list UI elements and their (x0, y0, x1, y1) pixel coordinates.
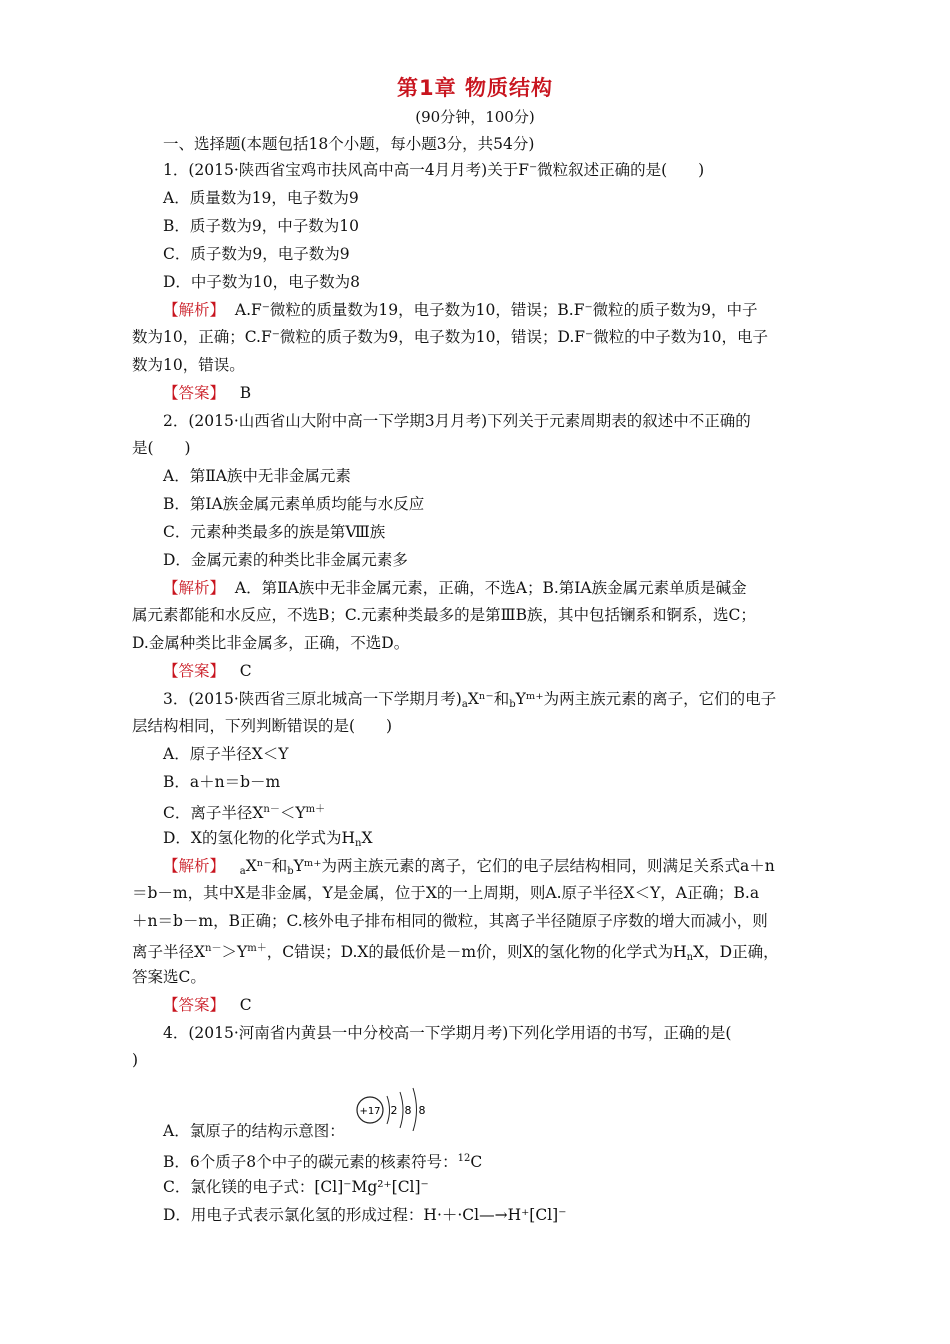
subscript-b: b (509, 699, 516, 710)
subscript-a: a (461, 699, 468, 710)
q2-option-c: C．元素种类最多的族是第Ⅷ族 (163, 523, 386, 541)
q2-answer (163, 661, 252, 681)
q4-option-b (163, 1149, 482, 1172)
q3-analysis-line-2: ＝b－m，其中X是非金属，Y是金属，位于X的一上周期，则A.原子半径X＜Y，A正确；B.a (132, 884, 760, 902)
q3-option-d-post: X (361, 829, 373, 847)
shell-electrons-1: 2 (390, 1104, 398, 1117)
sup-n-minus: n－ (263, 804, 280, 815)
ion-y: Yᵐ⁺ (293, 857, 322, 875)
sup-n-minus: n－ (205, 943, 222, 954)
q2-answer-value: C (239, 662, 252, 680)
q2-analysis-line-1 (163, 578, 747, 598)
q1-option-c: C．质子数为9，电子数为9 (163, 245, 350, 263)
q1-analysis-line-3: 数为10，错误。 (132, 356, 245, 374)
q3-analysis-l4-post: ，C错误；D.X的最低价是－m价，则X的氢化物的化学式为H (266, 943, 687, 961)
q3-analysis-tag: 【解析】 (163, 857, 226, 875)
q3-analysis-l4-end: X，D正确， (693, 943, 779, 961)
q3-option-d-pre: D．X的氢化物的化学式为H (163, 829, 355, 847)
ion-x: Xⁿ⁻ (467, 690, 494, 708)
q2-option-d: D．金属元素的种类比非金属元素多 (163, 551, 408, 569)
shell-arc-1 (387, 1096, 390, 1124)
q4-option-b-pre: B．6个质子8个中子的碳元素的核素符号： (163, 1153, 458, 1171)
q3-stem-and: 和 (493, 690, 510, 708)
ion-y: Yᵐ⁺ (515, 690, 544, 708)
q4-stem-line-2: ) (132, 1051, 139, 1069)
q1-answer (163, 383, 251, 403)
q2-analysis-text: A．第ⅡA族中无非金属元素，正确，不选A；B.第ⅠA族金属元素单质是碱金 (234, 579, 747, 597)
subscript-n: n (354, 838, 362, 849)
q3-answer-value: C (239, 996, 252, 1014)
chlorine-atom-diagram (354, 1085, 434, 1131)
shell-electrons-2: 8 (404, 1104, 412, 1117)
subscript-a: a (239, 866, 246, 877)
sup-m-plus: m＋ (247, 943, 267, 954)
section-heading: 一、选择题(本题包括18个小题，每小题3分，共54分) (163, 135, 535, 153)
q1-option-a: A．质量数为19，电子数为9 (163, 189, 359, 207)
ion-x: Xⁿ⁻ (245, 857, 272, 875)
q4-option-d: D．用电子式表示氯化氢的形成过程：H·＋·Cl—→H⁺[Cl]⁻ (163, 1206, 567, 1224)
page-title: 第1章 物质结构 (397, 76, 553, 100)
q2-option-a: A．第ⅡA族中无非金属元素 (163, 467, 351, 485)
q2-analysis-line-3: D.金属种类比非金属多，正确，不选D。 (132, 634, 410, 652)
q1-option-b: B．质子数为9，中子数为10 (163, 217, 359, 235)
q2-analysis-line-2: 属元素都能和水反应，不选B；C.元素种类最多的是第ⅢB族，其中包括镧系和锕系，选C； (132, 606, 756, 624)
subscript-n: n (686, 952, 694, 963)
q2-stem-line-2: 是( ) (132, 439, 191, 457)
q3-analysis-line-3: ＋n＝b－m，B正确；C.核外电子排布相同的微粒，其离子半径随原子序数的增大而减小，则 (132, 912, 768, 930)
q3-option-c (163, 800, 325, 823)
shell-arc-3 (413, 1088, 417, 1131)
q4-option-c: C．氯化镁的电子式：[Cl]⁻Mg²⁺[Cl]⁻ (163, 1178, 429, 1196)
q3-answer (163, 995, 252, 1015)
q3-analysis-text: 为两主族元素的离子，它们的电子层结构相同，则满足关系式a＋n (321, 857, 775, 875)
q1-analysis-text: A.F⁻微粒的质量数为19，电子数为10，错误；B.F⁻微粒的质子数为9，中子 (234, 301, 758, 319)
q3-option-b: B．a＋n＝b－m (163, 773, 281, 791)
subscript-b: b (287, 866, 294, 877)
q3-option-d (163, 828, 372, 854)
page-subtitle: (90分钟，100分) (415, 108, 535, 126)
q3-analysis-line-4 (132, 939, 779, 968)
q3-analysis-line-1 (163, 856, 775, 882)
q1-option-d: D．中子数为10，电子数为8 (163, 273, 361, 291)
q1-stem: 1．(2015·陕西省宝鸡市扶风高中高一4月月考)关于F⁻微粒叙述正确的是( ) (163, 161, 705, 179)
q3-analysis-line-5: 答案选C。 (132, 968, 206, 986)
q3-answer-tag: 【答案】 (163, 996, 226, 1014)
q3-stem-source: 3．(2015·陕西省三原北城高一下学期月考) (163, 690, 462, 708)
q3-option-c-mid: ＜Y (279, 804, 306, 822)
q3-option-a: A．原子半径X＜Y (163, 745, 289, 763)
q3-analysis-and: 和 (271, 857, 288, 875)
q4-option-a: A．氯原子的结构示意图： (163, 1122, 345, 1140)
q4-stem-line-1: 4．(2015·河南省内黄县一中分校高一下学期月考)下列化学用语的书写，正确的是( (163, 1024, 732, 1042)
q1-analysis-line-1 (163, 300, 758, 320)
sup-m-plus: m＋ (305, 804, 326, 815)
q1-analysis-line-2: 数为10，正确；C.F⁻微粒的质子数为9，电子数为10，错误；D.F⁻微粒的中子数为10，电子 (132, 328, 768, 346)
shell-electrons-3: 8 (418, 1104, 426, 1117)
q3-analysis-l4-mid: ＞Y (221, 943, 248, 961)
q3-analysis-l4-pre: 离子半径X (132, 943, 206, 961)
q3-stem-line-2: 层结构相同，下列判断错误的是( ) (132, 717, 393, 735)
shell-arc-2 (400, 1092, 403, 1128)
q2-option-b: B．第ⅠA族金属元素单质均能与水反应 (163, 495, 425, 513)
q4-option-b-symbol: C (470, 1153, 483, 1171)
nucleus-label: +17 (359, 1106, 381, 1117)
q1-answer-tag: 【答案】 (163, 384, 226, 402)
q1-analysis-tag: 【解析】 (163, 301, 226, 319)
q2-analysis-tag: 【解析】 (163, 579, 226, 597)
q3-option-c-pre: C．离子半径X (163, 804, 264, 822)
q1-answer-value: B (239, 384, 252, 402)
q3-stem-rest: 为两主族元素的离子，它们的电子 (543, 690, 777, 708)
q3-stem-line-1 (163, 689, 776, 715)
q2-stem-line-1: 2．(2015·山西省山大附中高一下学期3月月考)下列关于元素周期表的叙述中不正确的 (163, 412, 751, 430)
q2-answer-tag: 【答案】 (163, 662, 226, 680)
mass-number: 12 (457, 1153, 471, 1164)
